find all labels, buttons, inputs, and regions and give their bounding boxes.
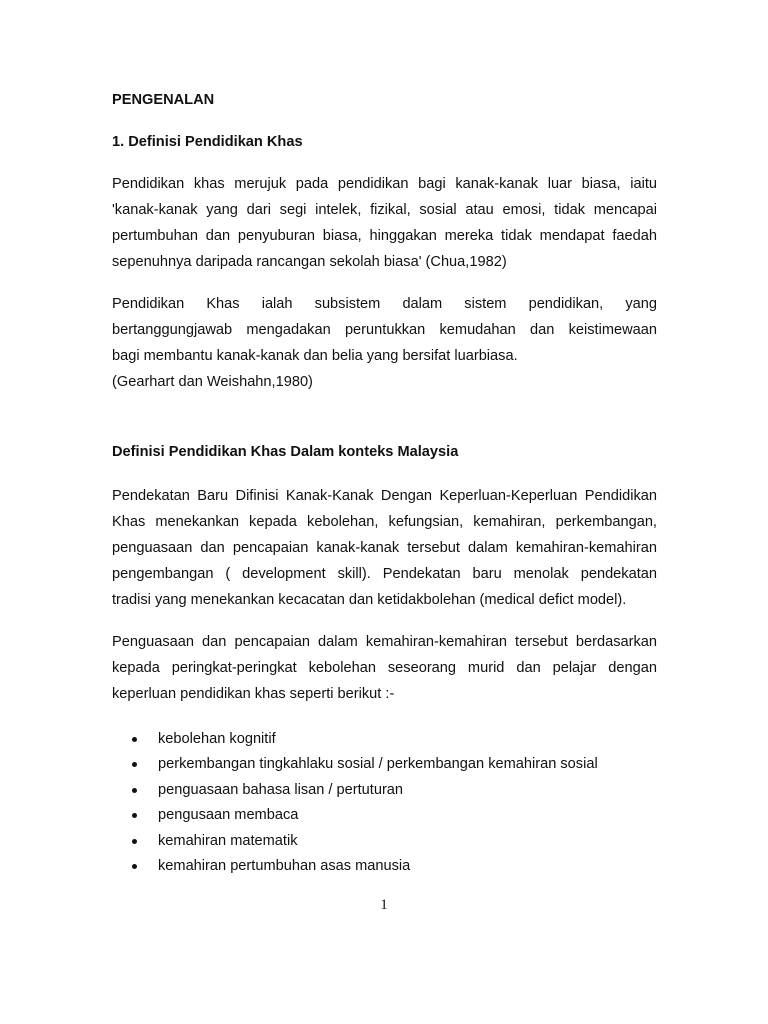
bullet-icon xyxy=(132,737,137,742)
paragraph-line: Penguasaan dan pencapaian dalam kemahiran-kemahiran tersebut berdasarkan xyxy=(112,634,657,650)
paragraph-definition xyxy=(112,171,657,275)
paragraph-line: keperluan pendidikan khas seperti berikut :- xyxy=(112,686,395,702)
bullet-icon xyxy=(132,839,137,844)
list-item xyxy=(112,779,657,804)
page-number: 1 xyxy=(380,897,388,913)
list-item-text: kemahiran pertumbuhan asas manusia xyxy=(158,857,411,874)
paragraph-new-approach xyxy=(112,483,657,613)
paragraph-line: bertanggungjawab mengadakan peruntukkan kemudahan dan keistimewaan xyxy=(112,322,657,338)
list-item xyxy=(112,830,657,855)
document-title: PENGENALAN xyxy=(112,92,215,108)
list-item-text: perkembangan tingkahlaku sosial / perkembangan kemahiran sosial xyxy=(158,756,598,773)
list-item-text: pengusaan membaca xyxy=(158,807,299,824)
bullet-icon xyxy=(132,788,137,793)
section-heading-definisi: 1. Definisi Pendidikan Khas xyxy=(112,134,303,150)
paragraph-line: pertumbuhan dan penyuburan biasa, hinggakan mereka tidak mendapat faedah xyxy=(112,228,657,244)
paragraph-line: Khas menekankan kepada kebolehan, kefungsian, kemahiran, perkembangan, xyxy=(112,514,657,530)
paragraph-line: 'kanak-kanak yang dari segi intelek, fizikal, sosial atau emosi, tidak mencapai xyxy=(112,202,657,218)
paragraph-subsystem xyxy=(112,291,657,369)
citation: (Gearhart dan Weishahn,1980) xyxy=(112,374,313,390)
paragraph-line: penguasaan dan pencapaian kanak-kanak tersebut dalam kemahiran-kemahiran xyxy=(112,540,657,556)
bullet-icon xyxy=(132,813,137,818)
paragraph-line: tradisi yang menekankan kecacatan dan ketidakbolehan (medical defict model). xyxy=(112,592,627,608)
section-heading-malaysia: Definisi Pendidikan Khas Dalam konteks Malaysia xyxy=(112,444,459,460)
bullet-icon xyxy=(132,864,137,869)
list-item xyxy=(112,753,657,778)
paragraph-line: bagi membantu kanak-kanak dan belia yang bersifat luarbiasa. xyxy=(112,348,518,364)
bullet-icon xyxy=(132,762,137,767)
paragraph-line: Pendekatan Baru Difinisi Kanak-Kanak Dengan Keperluan-Keperluan Pendidikan xyxy=(112,488,657,504)
list-item xyxy=(112,855,657,880)
paragraph-line: Pendidikan Khas ialah subsistem dalam sistem pendidikan, yang xyxy=(112,296,657,312)
list-item-text: penguasaan bahasa lisan / pertuturan xyxy=(158,781,404,798)
paragraph-line: kepada peringkat-peringkat kebolehan seseorang murid dan pelajar dengan xyxy=(112,660,657,676)
paragraph-line: pengembangan ( development skill). Pendekatan baru menolak pendekatan xyxy=(112,566,657,582)
skills-list xyxy=(112,728,657,880)
paragraph-line: sepenuhnya daripada rancangan sekolah biasa' (Chua,1982) xyxy=(112,254,507,270)
list-item xyxy=(112,804,657,829)
paragraph-mastery xyxy=(112,629,657,707)
list-item-text: kemahiran matematik xyxy=(158,832,298,849)
list-item-text: kebolehan kognitif xyxy=(158,731,276,747)
paragraph-line: Pendidikan khas merujuk pada pendidikan bagi kanak-kanak luar biasa, iaitu xyxy=(112,176,657,192)
list-item xyxy=(112,728,657,753)
